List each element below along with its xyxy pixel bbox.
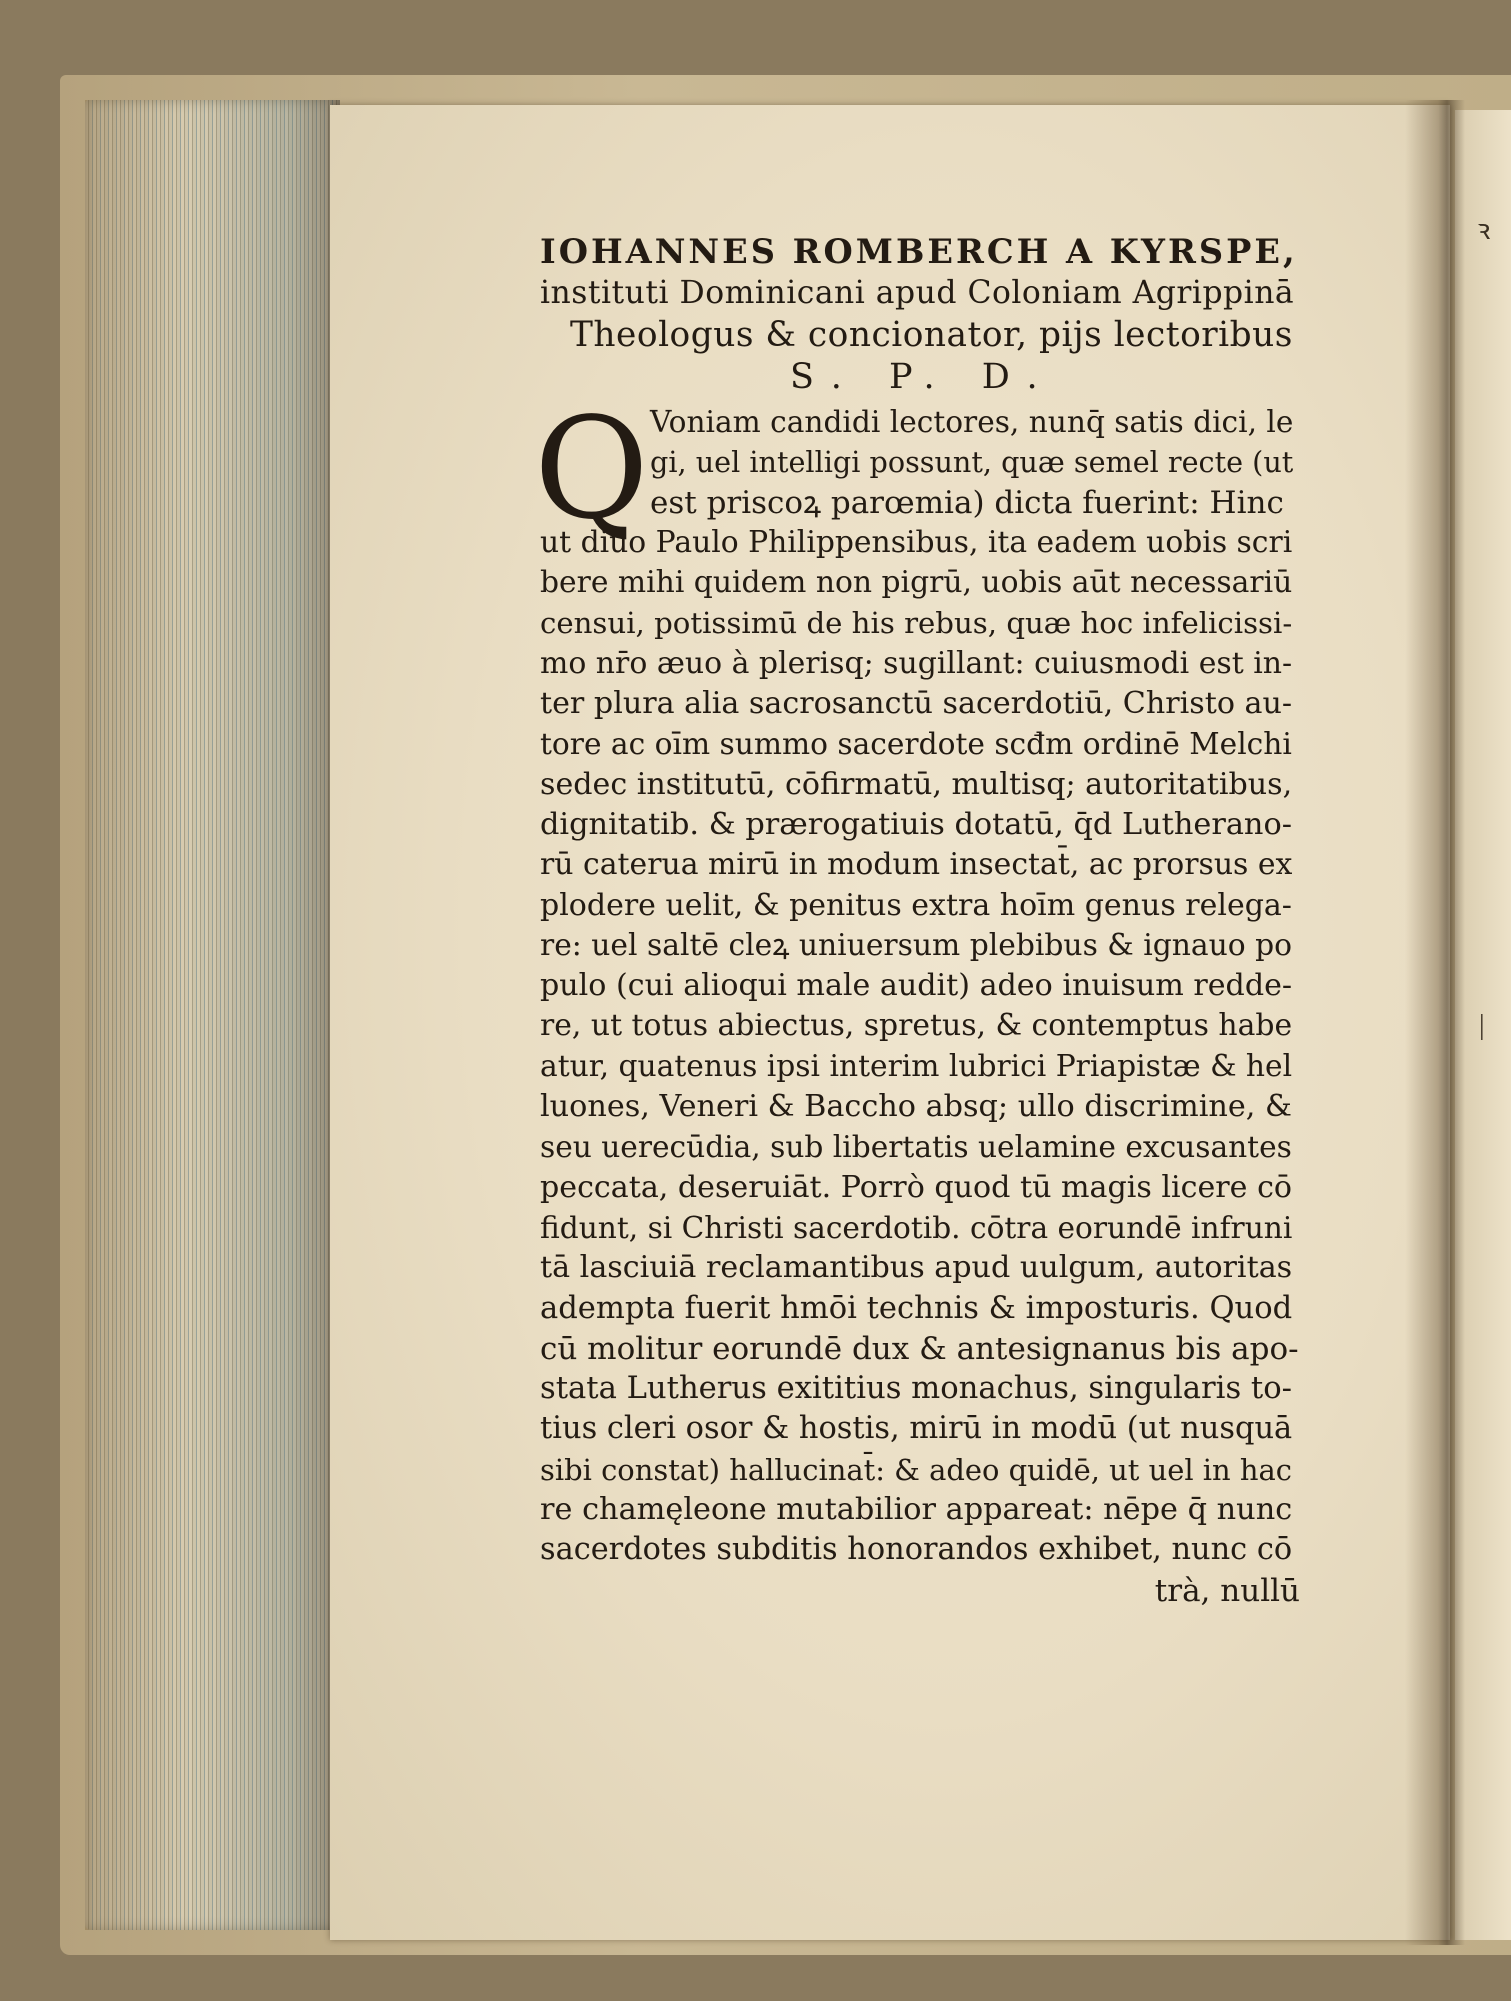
text-line: ter plura alia sacrosanctū sacerdotiū, Christo au-	[540, 686, 1293, 722]
body-text	[540, 402, 1300, 1611]
right-page-marks	[1455, 110, 1511, 1940]
heading-line-4: S. P. D.	[790, 357, 1056, 397]
text-line: gi, uel intelligi possunt, quæ semel recte (ut	[650, 445, 1294, 480]
text-line: re, ut totus abiectus, spretus, & contemptus habe	[540, 1008, 1293, 1044]
text-line: cū molitur eorundē dux & antesignanus bis apo-	[540, 1330, 1299, 1367]
text-line: ut diuo Paulo Philippensibus, ita eadem uobis scri	[540, 524, 1293, 560]
page-edge-stack	[85, 100, 340, 1930]
heading-line-1: IOHANNES ROMBERCH A KYRSPE,	[540, 231, 1298, 271]
text-block	[534, 230, 1300, 1611]
text-line: rū caterua mirū in modum insectat̄, ac prorsus ex	[540, 847, 1293, 883]
drop-cap: Q	[534, 388, 649, 551]
text-line: sedec institutū, cōfirmatū, multisq; autoritatibus,	[540, 766, 1293, 802]
catchword: trà, nullū	[1154, 1572, 1300, 1609]
text-line: sacerdotes subditis honorandos exhibet, nunc cō	[540, 1532, 1293, 1568]
text-line: re: uel saltē cleꝝ uniuersum plebibus & ignauo po	[540, 927, 1293, 963]
text-line: est priscoꝝ parœmia) dicta fuerint: Hinc	[650, 484, 1284, 521]
text-line: bere mihi quidem non pigrū, uobis aūt necessariū	[540, 565, 1293, 601]
text-line: mo nr̄o æuo à plerisq; sugillant: cuiusmodi est in-	[540, 645, 1293, 681]
text-line: tore ac oīm summo sacerdote scđm ordinē Melchi	[540, 726, 1292, 762]
text-line: tā lasciuiā reclamantibus apud uulgum, autoritas	[540, 1250, 1293, 1286]
heading-line-2: instituti Dominicani apud Coloniam Agrippinā	[540, 275, 1295, 311]
text-line: tius cleri osor & hostis, mirū in modū (ut nusquā	[540, 1411, 1293, 1447]
text-line: pulo (cui alioqui male audit) adeo inuisum redde-	[540, 968, 1293, 1004]
text-line: stata Lutherus exititius monachus, singularis to-	[540, 1371, 1293, 1407]
text-line: re chamęleone mutabilior appareat: nēpe q̄ nunc	[540, 1492, 1293, 1528]
text-line: peccata, deseruiāt. Porrò quod tū magis licere cō	[540, 1169, 1293, 1205]
text-line: plodere uelit, & penitus extra hoīm genus relega-	[540, 887, 1292, 923]
text-line: atur, quatenus ipsi interim lubrici Priapistæ & hel	[540, 1048, 1293, 1084]
text-line: Voniam candidi lectores, nunq̄ satis dici, le	[650, 405, 1294, 439]
margin-mark: |	[1479, 1010, 1485, 1041]
text-line: dignitatib. & prærogatiuis dotatū, q̄d Lutherano-	[540, 806, 1293, 842]
text-line: seu uerecūdia, sub libertatis uelamine excusantes	[540, 1129, 1292, 1165]
text-line: censui, potissimū de his rebus, quæ hoc infelicissi-	[540, 606, 1293, 641]
text-line: luones, Veneri & Baccho absq; ullo discrimine, &	[540, 1089, 1292, 1125]
margin-mark: ꝛ	[1477, 215, 1491, 246]
text-line: adempta fuerit hmōi technis & imposturis. Quod	[540, 1290, 1293, 1326]
heading-line-3: Theologus & concionator, pijs lectoribus	[570, 315, 1293, 355]
text-line: sibi constat) hallucinat̄: & adeo quidē, ut uel in hac	[540, 1452, 1292, 1487]
text-line: fidunt, si Christi sacerdotib. cōtra eorundē infruni	[540, 1210, 1293, 1245]
